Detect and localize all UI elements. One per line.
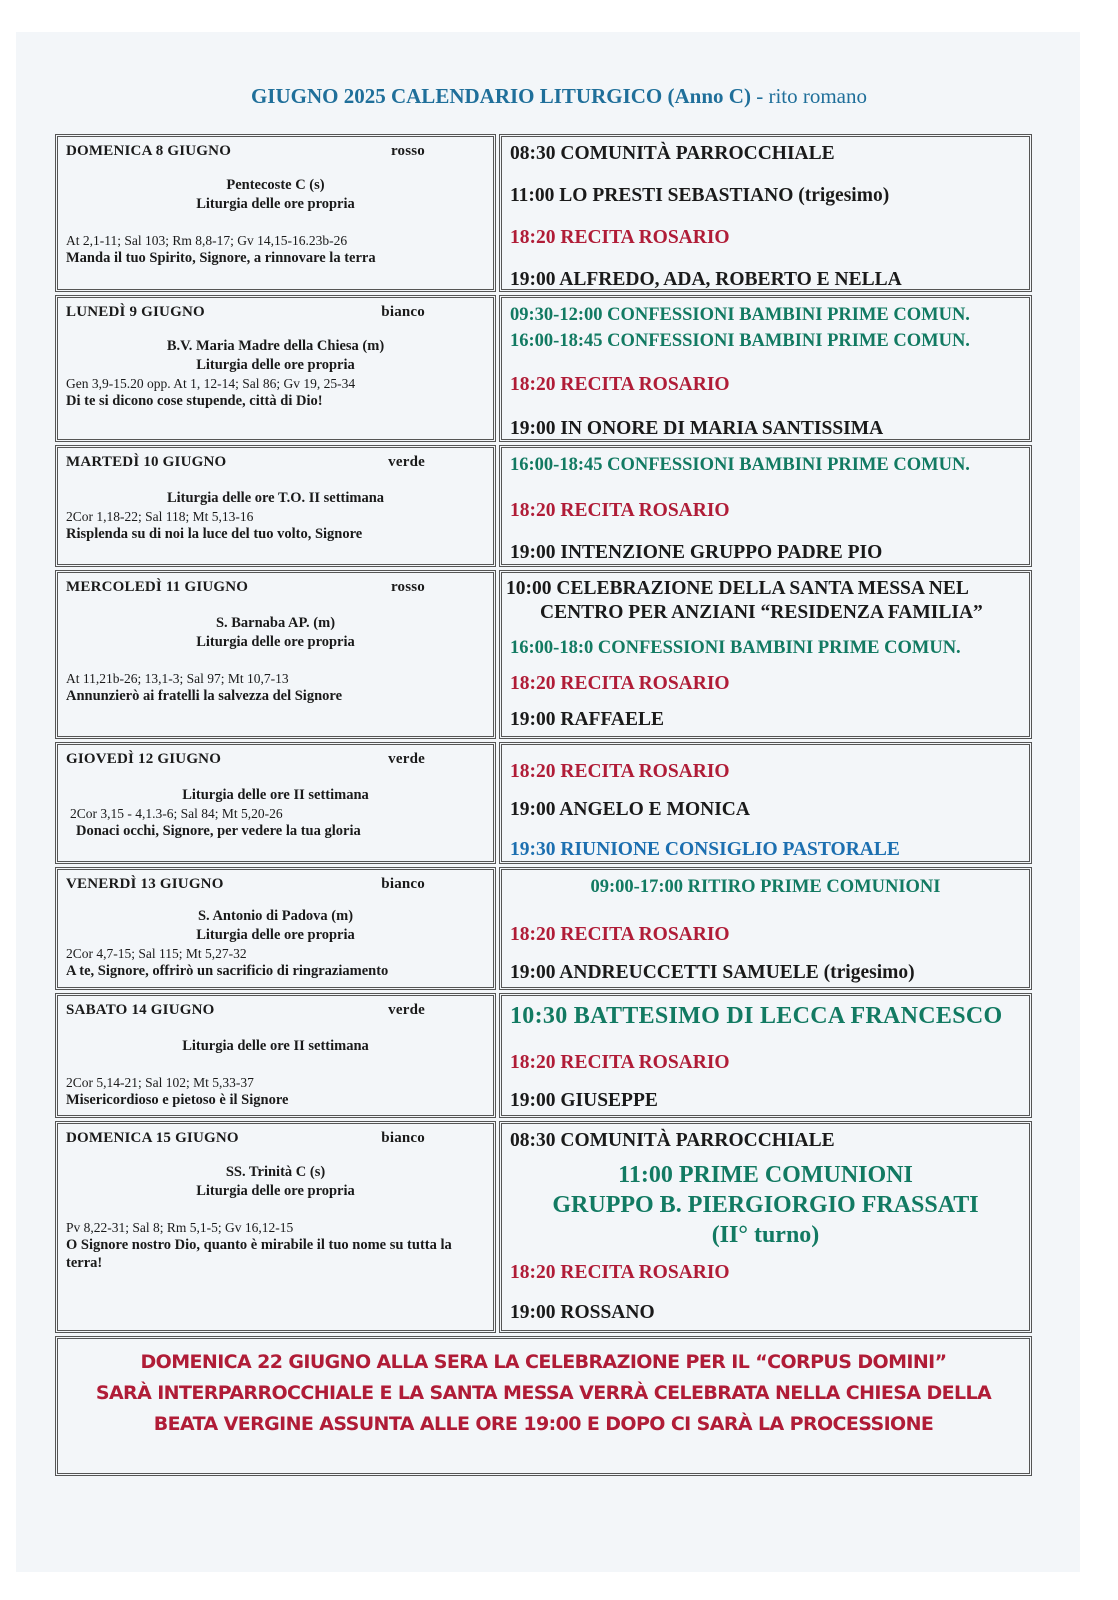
liturgy-cell: [55, 445, 496, 567]
liturgical-color: verde: [388, 454, 425, 470]
event-line: 18:20 RECITA ROSARIO: [510, 374, 730, 395]
feast-name: B.V. Maria Madre della Chiesa (m): [166, 338, 385, 354]
event-line: 10:00 CELEBRAZIONE DELLA SANTA MESSA NEL: [506, 578, 969, 599]
event-line: 19:00 ANDREUCCETTI SAMUELE (trigesimo): [510, 962, 915, 983]
liturgy-cell: [55, 993, 496, 1118]
event-line: 09:30-12:00 CONFESSIONI BAMBINI PRIME COMUN.: [510, 305, 970, 325]
event-line: 18:20 RECITA ROSARIO: [510, 227, 730, 248]
page-title: [0, 84, 1118, 109]
readings: At 11,21b-26; 13,1-3; Sal 97; Mt 10,7-13: [66, 671, 289, 686]
events-cell: [499, 570, 1032, 739]
event-line: 16:00-18:45 CONFESSIONI BAMBINI PRIME COMUN.: [510, 331, 970, 351]
liturgical-color: rosso: [390, 143, 425, 159]
liturgy-cell: [55, 742, 496, 864]
event-line: 18:20 RECITA ROSARIO: [510, 1052, 730, 1073]
events-cell: [499, 445, 1032, 567]
feast-name: Pentecoste C (s): [226, 177, 325, 193]
event-line: 16:00-18:0 CONFESSIONI BAMBINI PRIME COMUN.: [510, 638, 961, 658]
liturgy-cell: [55, 295, 496, 442]
liturgical-color: rosso: [390, 579, 425, 595]
liturgy-hours: Liturgia delle ore II settimana: [182, 787, 369, 803]
notice-line: BEATA VERGINE ASSUNTA ALLE ORE 19:00 E DOPO CI SARÀ LA PROCESSIONE: [153, 1413, 934, 1435]
event-line: CENTRO PER ANZIANI “RESIDENZA FAMILIA”: [540, 602, 983, 623]
events-cell: [499, 867, 1032, 990]
event-line: GRUPPO B. PIERGIORGIO FRASSATI: [552, 1192, 979, 1218]
liturgical-color: bianco: [381, 304, 425, 320]
event-line: 16:00-18:45 CONFESSIONI BAMBINI PRIME COMUN.: [510, 455, 970, 475]
day-label: DOMENICA 8 GIUGNO: [66, 143, 232, 159]
antiphon: A te, Signore, offrirò un sacrificio di ringraziamento: [66, 963, 389, 979]
corpus-domini-notice: [55, 1336, 1032, 1476]
readings: At 2,1-11; Sal 103; Rm 8,8-17; Gv 14,15-16.23b-26: [66, 233, 348, 248]
day-label: LUNEDÌ 9 GIUGNO: [66, 304, 205, 320]
liturgy-hours: Liturgia delle ore propria: [196, 357, 355, 373]
title-main: GIUGNO 2025 CALENDARIO LITURGICO (Anno C): [250, 84, 751, 108]
readings: 2Cor 4,7-15; Sal 115; Mt 5,27-32: [66, 946, 247, 961]
antiphon: Risplenda su di noi la luce del tuo volto, Signore: [66, 526, 363, 542]
event-line: 19:00 GIUSEPPE: [510, 1090, 658, 1111]
notice-line: DOMENICA 22 GIUGNO ALLA SERA LA CELEBRAZIONE PER IL “CORPUS DOMINI”: [140, 1351, 947, 1373]
readings: 2Cor 5,14-21; Sal 102; Mt 5,33-37: [66, 1075, 254, 1090]
events-cell: [499, 295, 1032, 442]
event-line: 18:20 RECITA ROSARIO: [510, 924, 730, 945]
event-line: 19:00 RAFFAELE: [510, 709, 665, 730]
title-suffix: - rito romano: [750, 84, 868, 108]
event-line: 11:00 PRIME COMUNIONI: [618, 1162, 913, 1188]
event-line: 19:00 ROSSANO: [510, 1302, 655, 1323]
event-line: 10:30 BATTESIMO DI LECCA FRANCESCO: [510, 1003, 1003, 1029]
event-line: 18:20 RECITA ROSARIO: [510, 673, 730, 694]
feast-name: S. Antonio di Padova (m): [197, 908, 354, 924]
event-line: 19:00 ALFREDO, ADA, ROBERTO E NELLA: [510, 269, 902, 290]
event-line: 18:20 RECITA ROSARIO: [510, 1262, 730, 1283]
event-line: 19:00 IN ONORE DI MARIA SANTISSIMA: [510, 418, 884, 439]
liturgy-hours: Liturgia delle ore propria: [196, 634, 355, 650]
day-row: [55, 1121, 1032, 1333]
day-label: GIOVEDÌ 12 GIUGNO: [66, 751, 222, 767]
feast-name: S. Barnaba AP. (m): [215, 615, 336, 631]
antiphon: Donaci occhi, Signore, per vedere la tua gloria: [76, 823, 361, 839]
event-line: 19:00 ANGELO E MONICA: [510, 799, 750, 820]
event-line: 11:00 LO PRESTI SEBASTIANO (trigesimo): [510, 185, 890, 206]
event-line: 18:20 RECITA ROSARIO: [510, 761, 730, 782]
event-line: 08:30 COMUNITÀ PARROCCHIALE: [510, 143, 835, 164]
liturgy-cell: [55, 134, 496, 292]
liturgy-cell: [55, 570, 496, 739]
event-line: 19:30 RIUNIONE CONSIGLIO PASTORALE: [510, 839, 900, 860]
feast-name: SS. Trinità C (s): [225, 1164, 326, 1180]
liturgical-color: bianco: [381, 1130, 425, 1146]
antiphon: Annunzierò ai fratelli la salvezza del Signore: [66, 688, 343, 704]
event-line: 09:00-17:00 RITIRO PRIME COMUNIONI: [590, 877, 941, 897]
event-line: 18:20 RECITA ROSARIO: [510, 500, 730, 521]
day-label: DOMENICA 15 GIUGNO: [66, 1130, 239, 1146]
calendar-table: [55, 134, 1032, 1476]
liturgy-hours: Liturgia delle ore propria: [196, 927, 355, 943]
events-cell: [499, 742, 1032, 864]
day-label: SABATO 14 GIUGNO: [66, 1002, 215, 1018]
day-row: [55, 570, 1032, 739]
day-row: [55, 134, 1032, 292]
liturgy-hours: Liturgia delle ore propria: [196, 196, 355, 212]
event-line: 08:30 COMUNITÀ PARROCCHIALE: [510, 1130, 835, 1151]
liturgical-color: verde: [388, 751, 425, 767]
events-cell: [499, 1121, 1032, 1333]
readings: Pv 8,22-31; Sal 8; Rm 5,1-5; Gv 16,12-15: [66, 1220, 294, 1235]
day-label: MARTEDÌ 10 GIUGNO: [66, 454, 227, 470]
day-row: [55, 445, 1032, 567]
day-row: [55, 742, 1032, 864]
antiphon: Manda il tuo Spirito, Signore, a rinnovare la terra: [66, 250, 376, 266]
antiphon: Di te si dicono cose stupende, città di Dio!: [66, 393, 323, 409]
day-label: MERCOLEDÌ 11 GIUGNO: [66, 579, 249, 595]
liturgical-color: verde: [388, 1002, 425, 1018]
readings: Gen 3,9-15.20 opp. At 1, 12-14; Sal 86; Gv 19, 25-34: [66, 376, 356, 391]
readings: 2Cor 1,18-22; Sal 118; Mt 5,13-16: [66, 509, 254, 524]
notice-line: SARÀ INTERPARROCCHIALE E LA SANTA MESSA VERRÀ CELEBRATA NELLA CHIESA DELLA: [95, 1382, 992, 1404]
events-cell: [499, 993, 1032, 1118]
antiphon: O Signore nostro Dio, quanto è mirabile il tuo nome su tutta la terra!: [66, 1237, 452, 1271]
liturgical-color: bianco: [381, 876, 425, 892]
liturgy-hours: Liturgia delle ore II settimana: [182, 1038, 369, 1054]
readings: 2Cor 3,15 - 4,1.3-6; Sal 84; Mt 5,20-26: [70, 806, 283, 821]
liturgy-cell: [55, 867, 496, 990]
event-line: 19:00 INTENZIONE GRUPPO PADRE PIO: [510, 542, 883, 563]
day-row: [55, 295, 1032, 442]
liturgy-cell: [55, 1121, 496, 1333]
event-line: (II° turno): [711, 1222, 820, 1248]
day-row: [55, 867, 1032, 990]
day-label: VENERDÌ 13 GIUGNO: [66, 876, 224, 892]
liturgy-hours: Liturgia delle ore propria: [196, 1183, 355, 1199]
events-cell: [499, 134, 1032, 292]
liturgy-hours: Liturgia delle ore T.O. II settimana: [166, 490, 385, 506]
day-row: [55, 993, 1032, 1118]
antiphon: Misericordioso e pietoso è il Signore: [66, 1092, 289, 1108]
